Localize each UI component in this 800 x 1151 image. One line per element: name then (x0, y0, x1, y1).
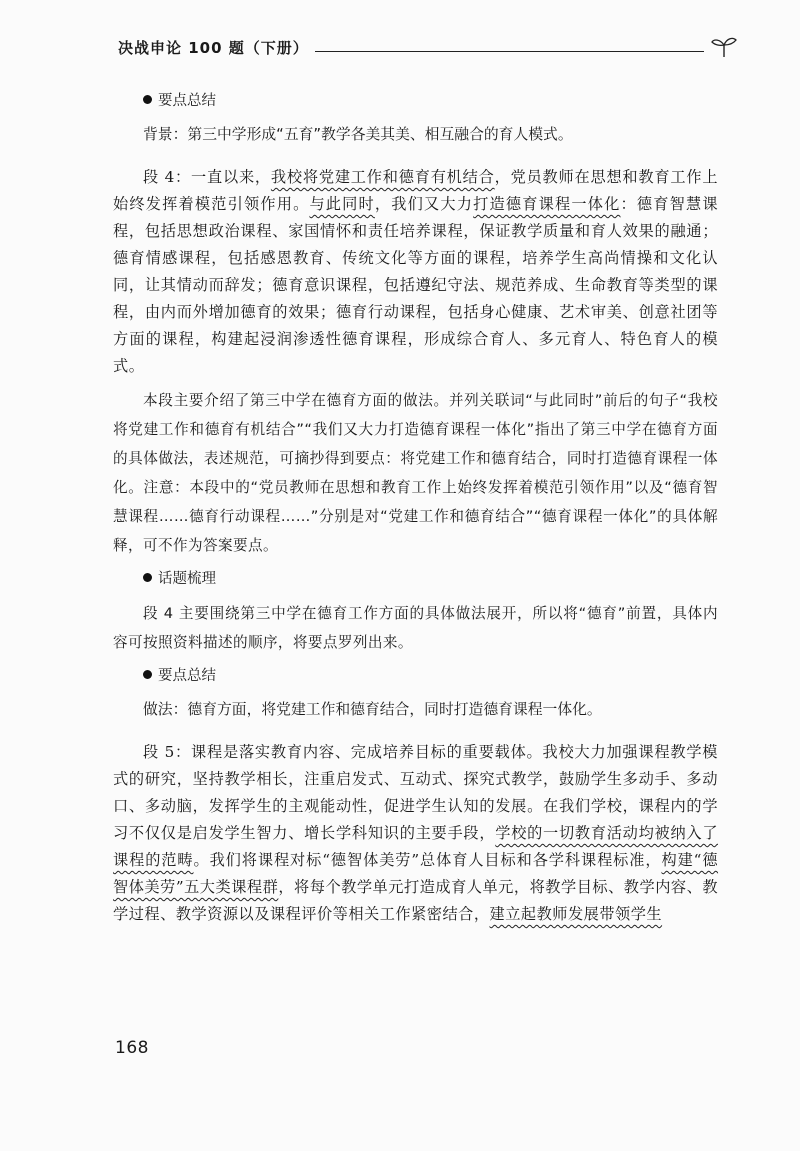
wavy-underline: 打造德育课程一体化 (473, 195, 621, 213)
bullet-heading-summary: 要点总结 (113, 88, 718, 115)
topic-paragraph: 段 4 主要围绕第三中学在德育工作方面的具体做法展开，所以将“德育”前置，具体内容可按照资料描述的顺序，将要点罗列出来。 (113, 605, 718, 651)
bullet-heading-summary-2: 要点总结 (113, 663, 718, 690)
page-number: 168 (115, 1038, 149, 1058)
summary-method: 做法：德育方面，将党建工作和德育结合，同时打造德育课程一体化。 (143, 701, 602, 718)
bullet-dot-icon (143, 95, 152, 104)
running-header (118, 34, 738, 60)
book-title: 决战申论 100 题（下册） (118, 38, 309, 57)
wavy-underline: 与此同时 (309, 195, 375, 213)
source-paragraph-4: 段 4：一直以来，我校将党建工作和德育有机结合，党员教师在思想和教育工作上始终发挥着模范引领作用。与此同时，我们又大力打造德育课程一体化：德育智慧课程，包括思想政治课程、家国情怀和责任培养课程，保证教学质量和育人效果的融通；德育情感课程，包括感恩教育、传统文化等方面的课程，培养学生高尚情操和文化认同，让其情动而辞发；德育意识课程，包括遵纪守法、规范养成、生命教育等类型的课程，由内而外增加德育的效果；德育行动课程，包括身心健康、艺术审美、创意社团等方面的课程，构建起浸润渗透性德育课程，形成综合育人、多元育人、特色育人的模式。 (113, 168, 719, 375)
page-content (113, 88, 718, 928)
summary-background: 背景：第三中学形成“五育”教学各美其美、相互融合的育人模式。 (143, 126, 573, 143)
bullet-dot-icon (143, 670, 152, 679)
wavy-underline: 建立起教师发展带领学生 (489, 905, 663, 923)
bullet-dot-icon (143, 573, 152, 582)
wavy-underline: 我校将党建工作和德育有机结合 (270, 168, 495, 186)
source-paragraph-5: 段 5：课程是落实教育内容、完成培养目标的重要载体。我校大力加强课程教学模式的研究，坚持教学相长，注重启发式、互动式、探究式教学，鼓励学生多动手、多动口、多动脑，发挥学生的主观能动性，促进学生认知的发展。在我们学校，课程内的学习不仅仅是启发学生智力、增长学科知识的主要手段，学校的一切教育活动均被纳入了课程的范畴。我们将课程对标“德智体美劳”总体育人目标和各学科课程标准，构建“德智体美劳”五大类课程群，将每个教学单元打造成育人单元，将教学目标、教学内容、教学过程、教学资源以及课程评价等相关工作紧密结合，建立起教师发展带领学生 (113, 743, 719, 923)
analysis-paragraph: 本段主要介绍了第三中学在德育方面的做法。并列关联词“与此同时”前后的句子“我校将党建工作和德育有机结合”“我们又大力打造德育课程一体化”指出了第三中学在德育方面的具体做法，表述规范，可摘抄得到要点：将党建工作和德育结合，同时打造德育课程一体化。注意：本段中的“党员教师在思想和教育工作上始终发挥着模范引领作用”以及“德育智慧课程……德育行动课程……”分别是对“党建工作和德育结合”“德育课程一体化”的具体解释，可不作为答案要点。 (113, 392, 718, 554)
wavy-underline: 构建“德智体美劳”五大类课程群 (113, 851, 719, 896)
sprout-icon (710, 36, 738, 58)
bullet-heading-topic: 话题梳理 (113, 566, 718, 593)
wavy-underline: 学校的一切教育活动均被纳入了课程的范畴 (113, 824, 719, 869)
header-rule (315, 51, 704, 52)
